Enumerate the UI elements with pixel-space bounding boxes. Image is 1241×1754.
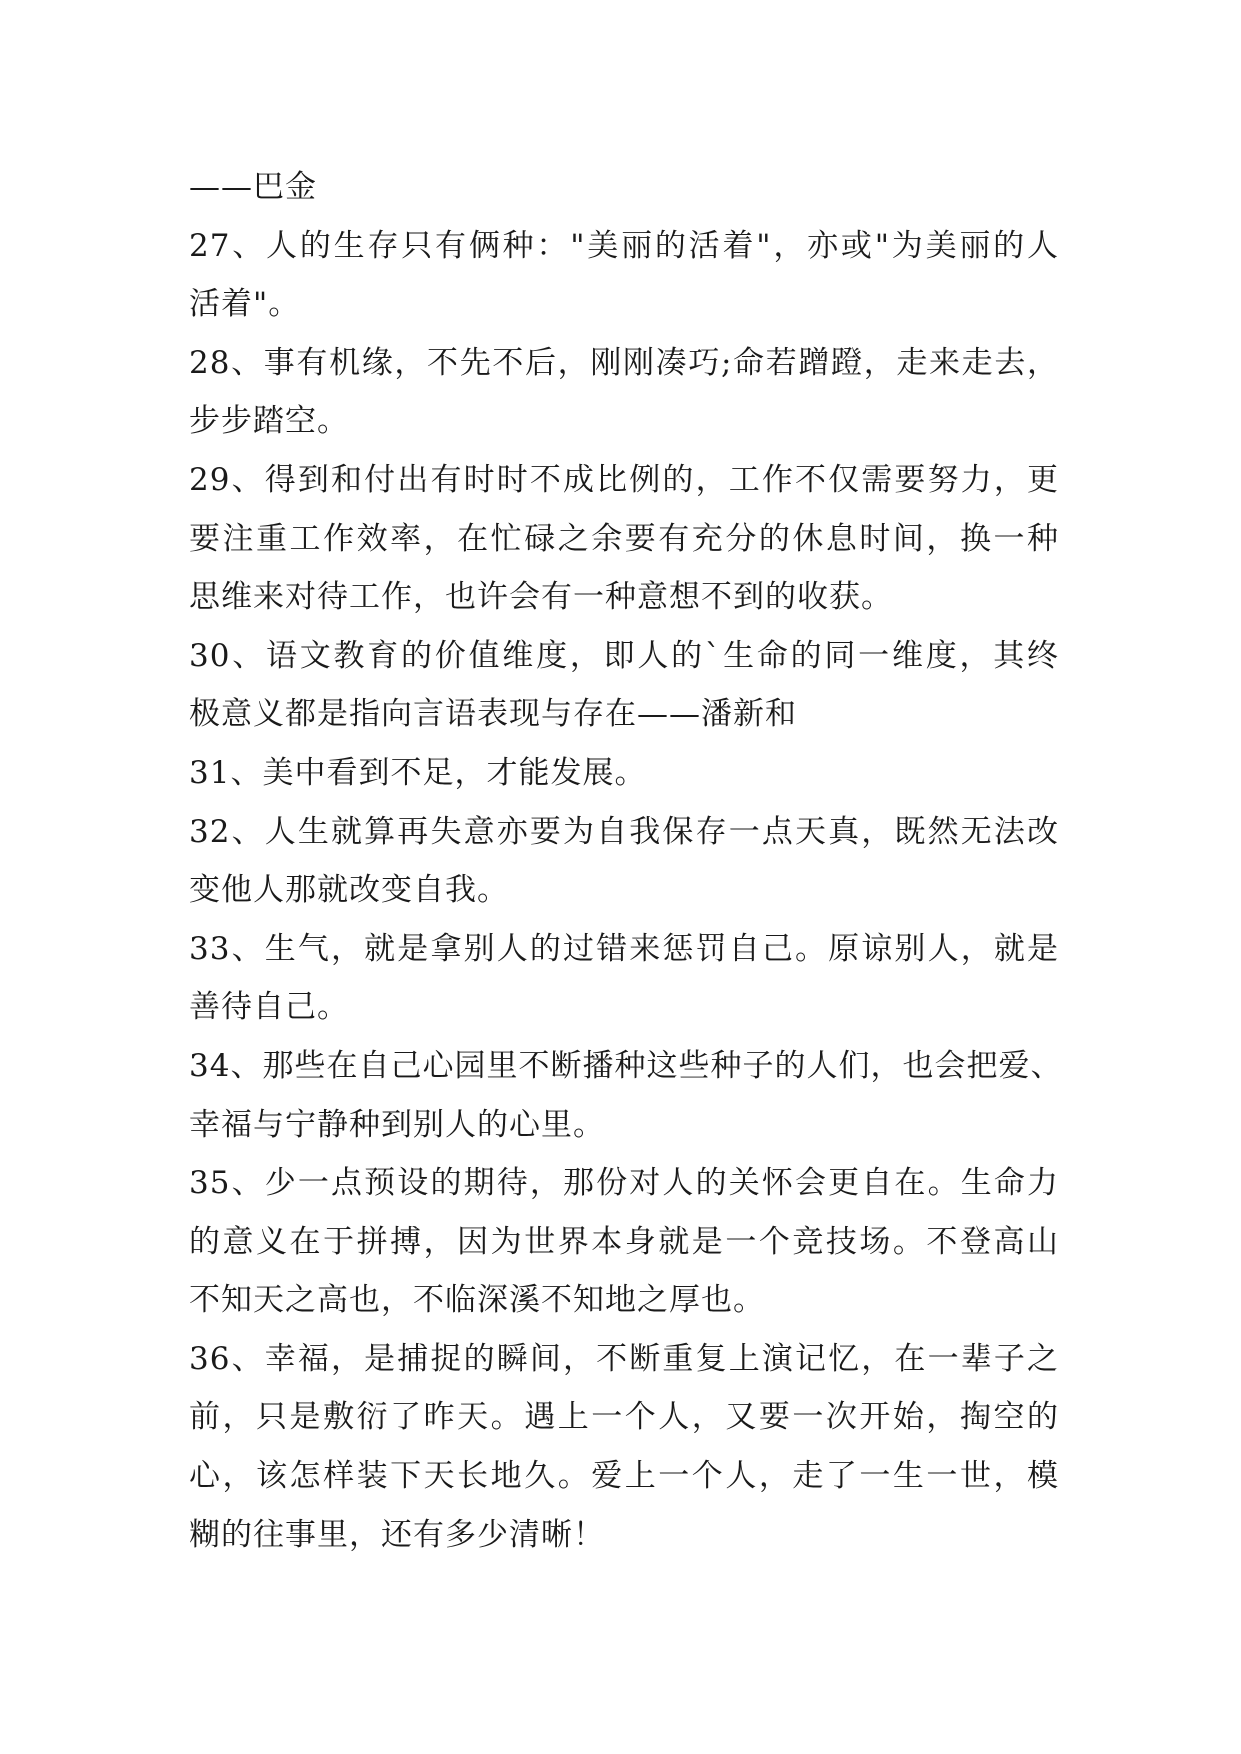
quote-33-line-2: 善待自己。 [189,989,349,1026]
quote-34-line-2: 幸福与宁静种到别人的心里。 [189,1106,605,1143]
quote-28-line-1: 28、事有机缘，不先不后，刚刚凑巧;命若蹭蹬，走来走去， [189,344,1059,381]
quote-28-line-2: 步步踏空。 [189,403,349,440]
quote-30-line-2: 极意义都是指向言语表现与存在——潘新和 [189,696,797,733]
quote-33-line-1: 33、生气，就是拿别人的过错来惩罚自己。原谅别人，就是 [189,930,1059,967]
quote-30-line-1: 30、语文教育的价值维度，即人的`生命的同一维度，其终 [189,637,1059,674]
quote-29-line-1: 29、得到和付出有时时不成比例的，工作不仅需要努力，更 [189,461,1059,498]
quote-35-line-3: 不知天之高也，不临深溪不知地之厚也。 [189,1282,765,1319]
quote-36-line-3: 心，该怎样装下天长地久。爱上一个人，走了一生一世，模 [189,1458,1059,1495]
quote-32-line-1: 32、人生就算再失意亦要为自我保存一点天真，既然无法改 [189,813,1059,850]
document-body [189,158,1063,1564]
quote-36-line-4: 糊的往事里，还有多少清晰！ [189,1516,605,1553]
attribution-line: ——巴金 [189,169,317,205]
quote-29-line-2: 要注重工作效率，在忙碌之余要有充分的休息时间，换一种 [189,520,1059,557]
quote-32-line-2: 变他人那就改变自我。 [189,872,509,909]
quote-35-line-2: 的意义在于拼搏，因为世界本身就是一个竞技场。不登高山 [189,1223,1059,1260]
quote-27-line-1: 27、人的生存只有俩种："美丽的活着"，亦或"为美丽的人 [189,227,1059,264]
quote-27-line-2: 活着"。 [189,286,301,323]
quote-34-line-1: 34、那些在自己心园里不断播种这些种子的人们，也会把爱、 [189,1047,1063,1084]
quote-35-line-1: 35、少一点预设的期待，那份对人的关怀会更自在。生命力 [189,1165,1059,1202]
quote-36-line-1: 36、幸福，是捕捉的瞬间，不断重复上演记忆，在一辈子之 [189,1340,1059,1377]
quote-29-line-3: 思维来对待工作，也许会有一种意想不到的收获。 [189,579,893,616]
quote-31-line-1: 31、美中看到不足，才能发展。 [189,754,647,791]
quote-36-line-2: 前，只是敷衍了昨天。遇上一个人，又要一次开始，掏空的 [189,1399,1059,1436]
